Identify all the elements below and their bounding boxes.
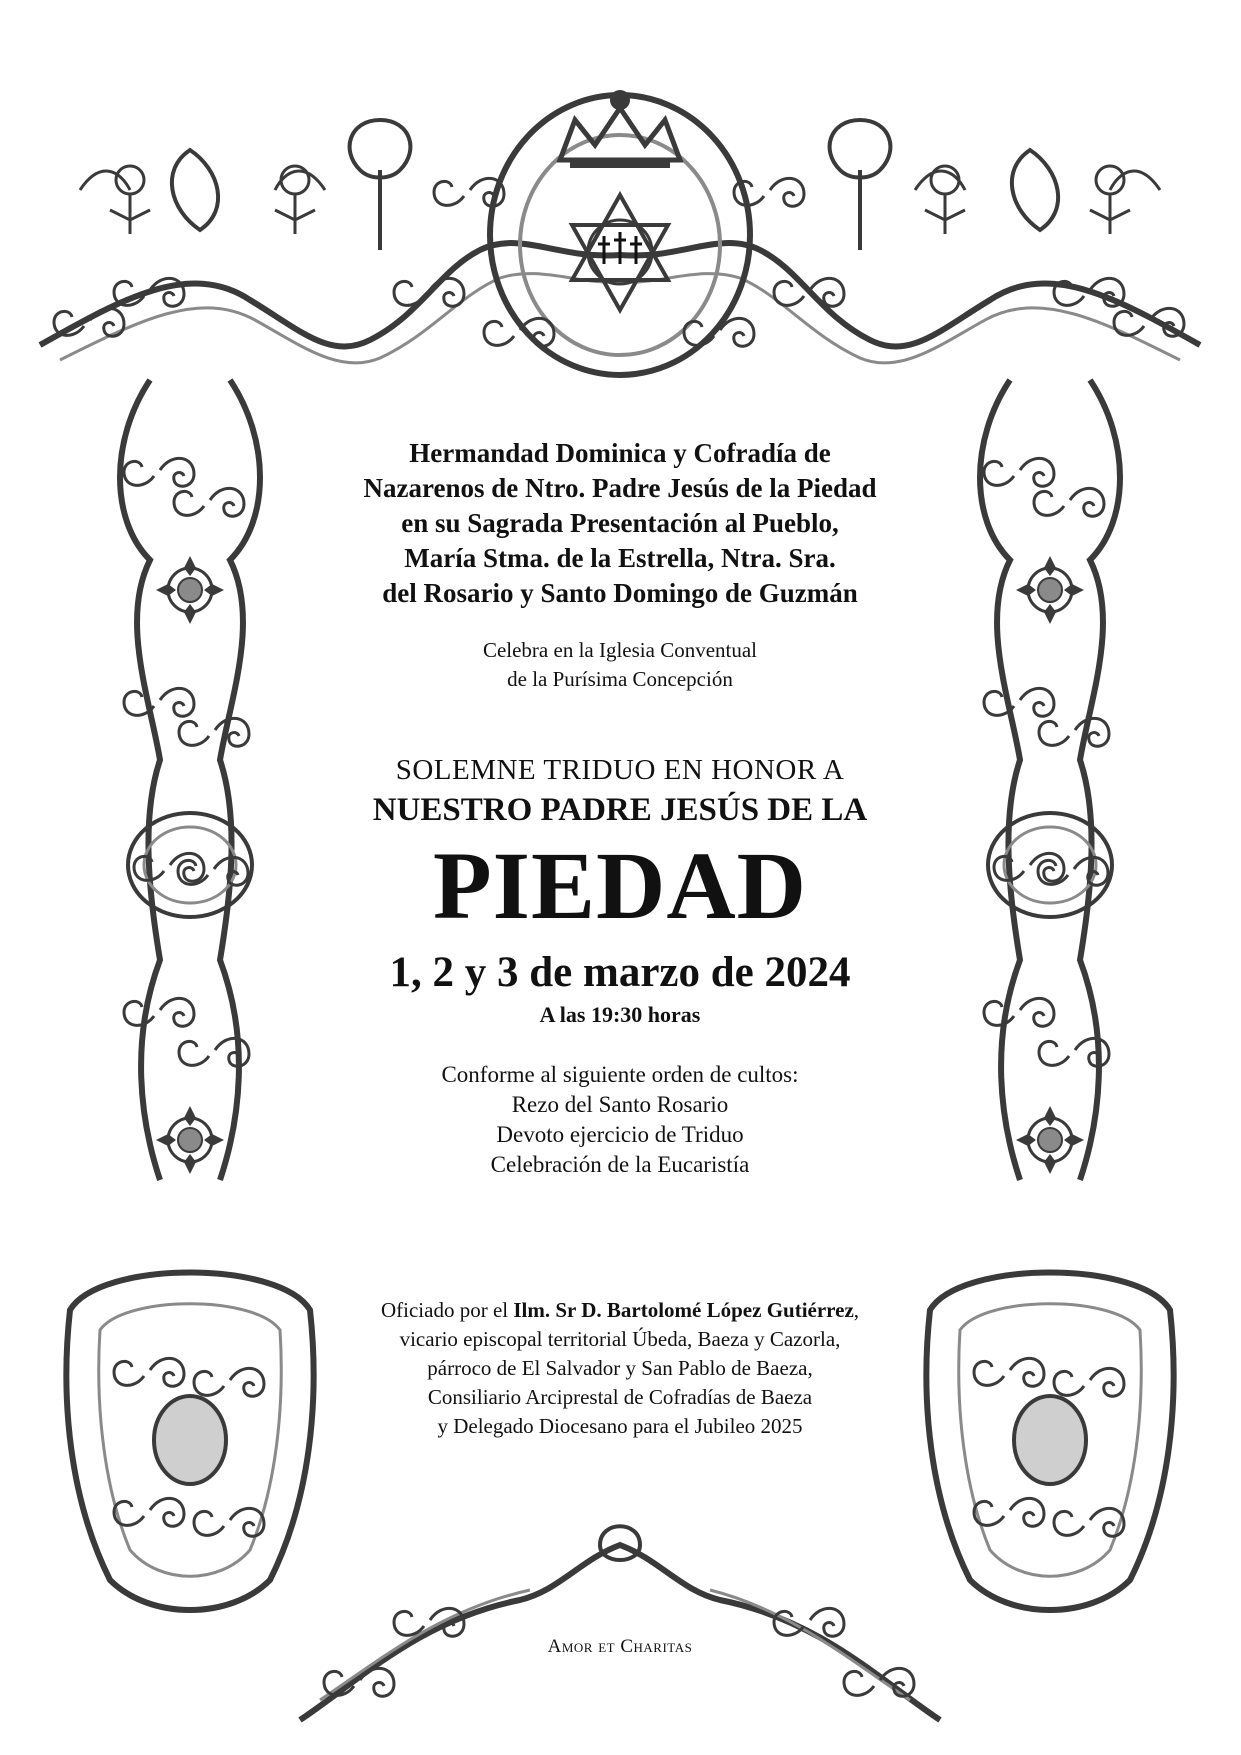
order-of-worship xyxy=(300,1060,940,1180)
venue-line: de la Purísima Concepción xyxy=(507,667,733,691)
order-heading: Conforme al siguiente orden de cultos: xyxy=(441,1062,799,1087)
event-honoree: NUESTRO PADRE JESÚS DE LA xyxy=(372,792,868,828)
officiant-prefix: Oficiado por el xyxy=(380,1298,514,1322)
order-item: Celebración de la Eucaristía xyxy=(490,1152,750,1177)
officiant xyxy=(300,1296,940,1441)
right-column xyxy=(926,380,1173,1610)
brotherhood-name xyxy=(300,436,940,611)
officiant-first-line xyxy=(300,1296,940,1325)
order-item: Devoto ejercicio de Triduo xyxy=(496,1122,744,1147)
event-intro: SOLEMNE TRIDUO EN HONOR A xyxy=(395,754,845,786)
brotherhood-line: en su Sagrada Presentación al Pueblo, xyxy=(401,508,839,538)
officiant-name: Ilm. Sr D. Bartolomé López Gutiérrez xyxy=(513,1298,854,1322)
officiant-line: párroco de El Salvador y San Pablo de Baeza, xyxy=(427,1356,813,1380)
brotherhood-line: del Rosario y Santo Domingo de Guzmán xyxy=(382,578,858,608)
top-crest xyxy=(40,90,1200,375)
order-item: Rezo del Santo Rosario xyxy=(511,1092,729,1117)
venue xyxy=(300,636,940,694)
officiant-line: y Delegado Diocesano para el Jubileo 2025 xyxy=(437,1414,803,1438)
brotherhood-line: María Stma. de la Estrella, Ntra. Sra. xyxy=(404,543,836,573)
event-time: A las 19:30 horas xyxy=(539,1002,701,1027)
left-column xyxy=(66,380,313,1610)
brotherhood-line: Nazarenos de Ntro. Padre Jesús de la Piedad xyxy=(363,473,877,503)
event-dates: 1, 2 y 3 de marzo de 2024 xyxy=(389,949,851,996)
motto: Amor et Charitas xyxy=(547,1636,693,1657)
officiant-suffix: , xyxy=(853,1298,860,1322)
venue-line: Celebra en la Iglesia Conventual xyxy=(482,638,758,662)
officiant-line: vicario episcopal territorial Úbeda, Baeza y Cazorla, xyxy=(399,1327,841,1351)
bottom-ornament xyxy=(300,1526,940,1720)
brotherhood-line: Hermandad Dominica y Cofradía de xyxy=(409,438,831,468)
event-title: PIEDAD xyxy=(432,832,807,939)
officiant-line: Consiliario Arciprestal de Cofradías de Baeza xyxy=(427,1385,813,1409)
